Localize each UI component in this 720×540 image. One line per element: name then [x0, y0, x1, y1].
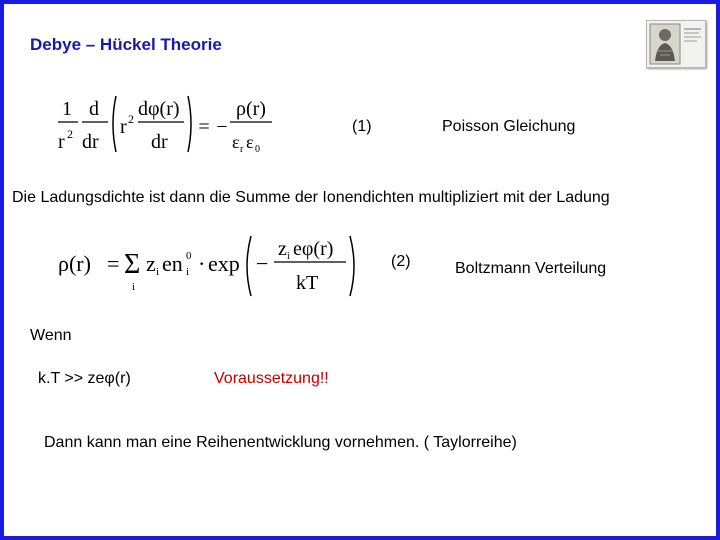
- svg-text:=: =: [107, 251, 120, 276]
- prerequisite-warning: Voraussetzung!!: [214, 370, 329, 387]
- svg-text:i: i: [156, 266, 160, 278]
- poisson-equation: [54, 90, 294, 164]
- equation-1-number: (1): [352, 118, 372, 135]
- equation-1-name: Poisson Gleichung: [442, 118, 576, 135]
- equation-2-name: Boltzmann Verteilung: [455, 260, 607, 277]
- svg-text:1: 1: [62, 98, 72, 120]
- svg-text:ε: ε: [232, 132, 240, 152]
- svg-text:i: i: [132, 281, 136, 293]
- svg-text:·: ·: [198, 251, 206, 276]
- svg-text:ε: ε: [246, 132, 254, 152]
- portrait-thumbnail-icon: [646, 20, 706, 68]
- svg-text:r: r: [58, 131, 65, 153]
- svg-text:kT: kT: [296, 272, 319, 294]
- wenn-label: Wenn: [30, 327, 72, 344]
- charge-density-statement: Die Ladungsdichte ist dann die Summe der Ionendichten multipliziert mit der Ladung: [12, 189, 610, 206]
- svg-text:z: z: [278, 238, 287, 260]
- svg-text:exp: exp: [208, 251, 240, 276]
- svg-text:ρ(r): ρ(r): [58, 251, 91, 276]
- svg-text:r: r: [120, 116, 127, 138]
- slide-title: Debye – Hückel Theorie: [30, 35, 222, 54]
- svg-text:eφ(r): eφ(r): [293, 238, 334, 260]
- svg-text:dr: dr: [151, 131, 168, 153]
- svg-text:−: −: [256, 251, 269, 276]
- boltzmann-equation: [56, 230, 366, 302]
- svg-text:0: 0: [255, 144, 260, 155]
- svg-text:en: en: [162, 251, 183, 276]
- svg-text:dr: dr: [82, 131, 99, 153]
- svg-text:i: i: [186, 266, 190, 278]
- svg-text:d: d: [89, 98, 99, 120]
- equation-2-number: (2): [391, 253, 411, 270]
- svg-text:2: 2: [128, 112, 134, 126]
- svg-text:ρ(r): ρ(r): [236, 98, 266, 120]
- svg-text:r: r: [240, 144, 244, 155]
- svg-text:−: −: [216, 116, 228, 138]
- svg-text:Σ: Σ: [124, 249, 141, 280]
- taylor-conclusion: Dann kann man eine Reihenentwicklung vornehmen. ( Taylorreihe): [44, 434, 517, 451]
- svg-text:dφ(r): dφ(r): [138, 98, 180, 120]
- svg-text:2: 2: [67, 127, 73, 141]
- svg-text:z: z: [146, 251, 156, 276]
- svg-text:i: i: [287, 251, 290, 262]
- svg-text:=: =: [198, 116, 210, 138]
- svg-text:0: 0: [186, 250, 192, 262]
- condition-text: k.T >> zeφ(r): [38, 370, 131, 387]
